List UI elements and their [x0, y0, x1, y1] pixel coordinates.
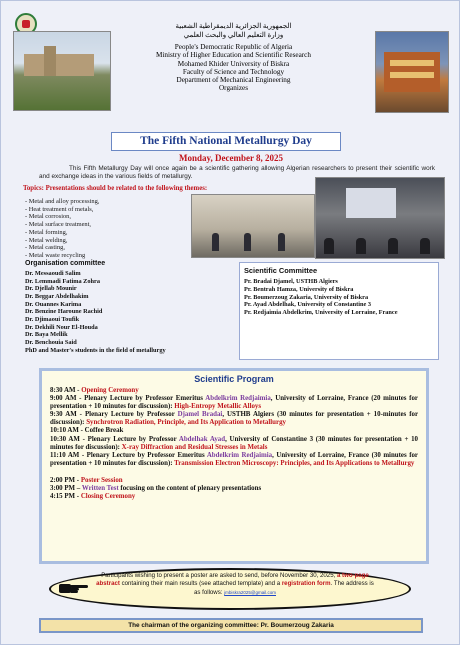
program-item-lecture-1: 9:00 AM - Plenary Lecture by Professor Emeritus Abdelkrim Redjaimia, University of Lorraine, France (20 minutes for presentation + 10 minutes for discussion): High-Entropy Metallic Alloys — [50, 395, 418, 411]
campus-photo — [13, 31, 111, 111]
committee-member: Dr. Baya Mellik — [25, 331, 68, 339]
program-title: Scientific Program — [194, 374, 274, 384]
committee-member: Dr. Benchouia Said — [25, 338, 77, 346]
arabic-header-line-1: الجمهورية الجزائرية الديمقراطية الشعبية — [175, 22, 292, 30]
intro-paragraph: This Fifth Metallurgy Day will once again be a scientific gathering allowing Algerian researchers to present their scientific work and exchange ideas in the various fields of metallurgy. — [39, 165, 435, 180]
header-line: Organizes — [218, 84, 248, 93]
building-photo — [375, 31, 449, 113]
scientific-program-box — [39, 368, 429, 564]
header-line: Mohamed Khider University of Biskra — [177, 59, 290, 68]
committee-member: Dr. Messaoudi Salim — [25, 270, 81, 277]
notice-text: Participants wishing to present a poster are asked to send, before November 30, 2025, a two-page abstract containing their main results (see attached template) and a registration form. The address is as follows: jmbiskra2025@gmail.com — [96, 572, 374, 596]
committee-member: Dr. Djimaoui Toufik — [25, 315, 80, 323]
organisation-committee-list — [25, 270, 166, 354]
header-line: Ministry of Higher Education and Scientific Research — [156, 51, 311, 60]
header-line: Department of Mechanical Engineering — [176, 76, 291, 85]
topic-item: - Metal surface treatment, — [25, 221, 92, 229]
scientific-member: Pr. Redjaimia Abdelkrim, University of Lorraine, France — [244, 309, 398, 317]
program-item-opening: 8:30 AM - Opening Ceremony — [50, 387, 139, 394]
program-item-written-test: 3:00 PM – Written Test focusing on the content of plenary presentations — [50, 485, 262, 493]
event-title: The Fifth National Metallurgy Day — [111, 132, 341, 151]
chairman-footer: The chairman of the organizing committee: Pr. Boumerzoug Zakaria — [39, 618, 423, 633]
event-date: Monday, December 8, 2025 — [178, 153, 284, 163]
program-item-lecture-3: 10:30 AM - Plenary Lecture by Professor Abdelhak Ayad, University of Constantine 3 (30 minutes for presentation + 10 minutes for discussion): X-ray Diffraction and Residual Stresses in Metals — [50, 435, 419, 451]
arabic-header-line-2: وزارة التعليم العالي والبحث العلمي — [183, 31, 284, 39]
lecture-hall-photo — [315, 177, 445, 259]
scientific-committee-title: Scientific Committee — [244, 266, 318, 275]
topics-title: Topics: Presentations should be related to the following themes: — [23, 185, 208, 192]
committee-member: Dr. Dekhili Nour El-Houda — [25, 323, 98, 331]
committee-member: Dr. Djellab Mounir — [25, 285, 77, 293]
pointing-hand-icon — [59, 581, 89, 595]
institution-header — [121, 43, 346, 93]
scientific-member: Pr. Boumerzoug Zakaria, University of Biskra — [244, 293, 369, 301]
topic-item: - Metal waste recycling — [25, 251, 86, 259]
scientific-member: Pr. Ayad Abdelhak, University of Constantine 3 — [244, 301, 372, 309]
topic-item: - Metal casting, — [25, 244, 65, 252]
contact-email-link[interactable]: jmbiskra2025@gmail.com — [224, 589, 276, 595]
committee-member: Dr. Benzine Haroune Rachid — [25, 308, 103, 316]
topic-item: - Metal welding, — [25, 236, 68, 244]
program-item-coffee-break: 10:10 AM - Coffee Break — [50, 427, 124, 435]
topic-item: - Metal forming, — [25, 228, 68, 236]
committee-member: Dr. Ouannes Karima — [25, 300, 82, 308]
program-item-poster-session: 2:00 PM - Poster Session — [50, 476, 123, 484]
scientific-member: Pr. Bradai Djamel, USTHB Algiers — [244, 278, 338, 285]
topics-list — [25, 198, 99, 260]
program-item-closing: 4:15 PM - Closing Ceremony — [50, 493, 136, 501]
poster-session-photo — [191, 194, 315, 258]
topic-item: - Metal corrosion, — [25, 213, 71, 221]
program-item-lecture-2: 9:30 AM - Plenary Lecture by Professor Djamel Bradai, USTHB Algiers (30 minutes for presentation + 10-minutes for discussion): Synchrotron Radiation, Principle, and Its Application to Metallurgy — [50, 411, 418, 427]
scientific-committee-box — [239, 262, 439, 360]
organisation-committee-title: Organisation committee — [25, 260, 106, 267]
header-line: People's Democratic Republic of Algeria — [174, 43, 293, 51]
committee-member: Dr. Lemmadi Fatima Zohra — [25, 277, 100, 285]
topic-item: - Heat treatment of metals, — [25, 205, 94, 213]
header-line: Faculty of Science and Technology — [182, 67, 285, 76]
program-item-lecture-4: 11:10 AM - Plenary Lecture by Professor Emeritus Abdelkrim Redjaimia, University of Lorraine, France (30 minutes for presentation + 10 minutes for discussion): Transmission Electron Microscopy: Principles, and Its Applications to Metallurgy — [50, 451, 418, 467]
topic-item: - Metal and alloy processing, — [25, 198, 100, 205]
committee-member: PhD and Master's students in the field of metallurgy — [25, 346, 166, 354]
scientific-member: Pr. Bentrah Hamza, University of Biskra — [244, 285, 354, 293]
committee-member: Dr. Beggar Abdelhakim — [25, 292, 89, 300]
